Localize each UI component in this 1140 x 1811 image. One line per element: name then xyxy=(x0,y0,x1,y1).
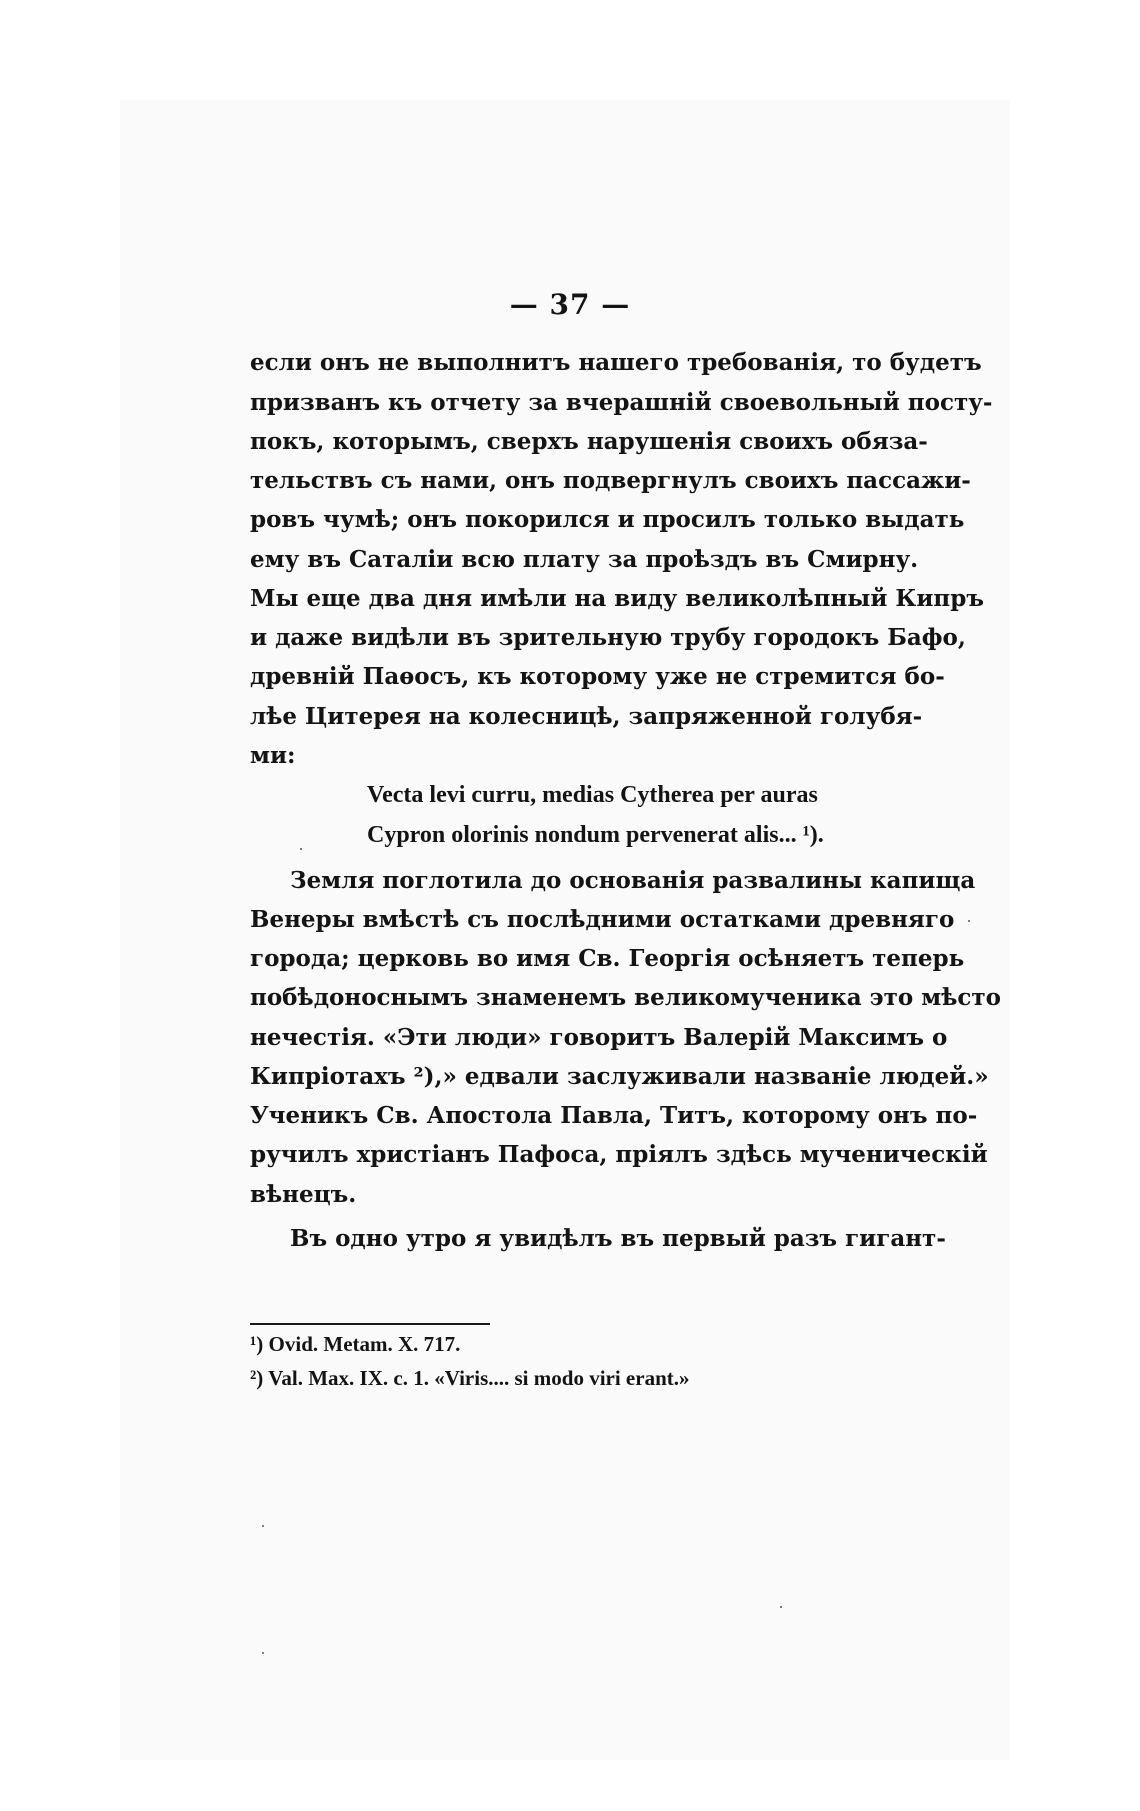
text-line: ми: xyxy=(250,742,296,769)
scan-speck xyxy=(300,848,302,850)
text-line: Мы еще два дня имѣли на виду великолѣпный Кипръ xyxy=(250,585,984,612)
footnote-divider xyxy=(250,1323,490,1325)
text-line: ровъ чумѣ; онъ покорился и просилъ только выдать xyxy=(250,506,965,533)
text-line: Въ одно утро я увидѣлъ въ первый разъ гигант- xyxy=(290,1225,946,1252)
verse-line: Vecta levi curru, medias Cytherea per auras xyxy=(367,782,818,808)
text-line: если онъ не выполнитъ нашего требованія, то будетъ xyxy=(250,349,982,376)
text-line: побѣдоноснымъ знаменемъ великомученика это мѣсто xyxy=(250,984,1001,1011)
text-line: Земля поглотила до основанія развалины капища xyxy=(290,867,976,894)
footnote: ¹) Ovid. Metam. X. 717. xyxy=(250,1332,461,1356)
text-line: тельствъ съ нами, онъ подвергнулъ своихъ пассажи- xyxy=(250,467,971,494)
text-line: и даже видѣли въ зрительную трубу городокъ Бафо, xyxy=(250,624,966,651)
scan-speck xyxy=(780,1606,782,1608)
text-line: Венеры вмѣстѣ съ послѣдними остатками древняго xyxy=(250,906,955,933)
text-line: древній Паѳосъ, къ которому уже не стремится бо- xyxy=(250,663,945,690)
text-line: ручилъ христіанъ Пафоса, пріялъ здѣсь мученическій xyxy=(250,1141,988,1168)
text-line: покъ, которымъ, сверхъ нарушенія своихъ обяза- xyxy=(250,428,928,455)
text-line: нечестія. «Эти люди» говоритъ Валерій Максимъ о xyxy=(250,1024,948,1051)
text-line: города; церковь во имя Св. Георгія осѣняетъ теперь xyxy=(250,945,965,972)
scan-speck xyxy=(968,920,970,922)
page-number: — 37 — xyxy=(509,288,631,321)
text-line: ему въ Саталіи всю плату за проѣздъ въ Смирну. xyxy=(250,546,919,573)
scan-speck xyxy=(262,1652,264,1654)
text-line: Кипріотахъ ²),» едвали заслуживали названіе людей.» xyxy=(250,1063,989,1090)
text-line: призванъ къ отчету за вчерашній своевольный посту- xyxy=(250,389,993,416)
text-line: вѣнецъ. xyxy=(250,1181,357,1208)
text-line: Ученикъ Св. Апостола Павла, Титъ, которому онъ по- xyxy=(250,1102,978,1129)
footnote: ²) Val. Max. IX. c. 1. «Viris.... si modo viri erant.» xyxy=(250,1366,690,1390)
verse-line: Cypron olorinis nondum pervenerat alis... ¹). xyxy=(367,822,824,848)
scan-speck xyxy=(262,1525,264,1527)
text-line: лѣе Цитерея на колесницѣ, запряженной голубя- xyxy=(250,703,923,730)
